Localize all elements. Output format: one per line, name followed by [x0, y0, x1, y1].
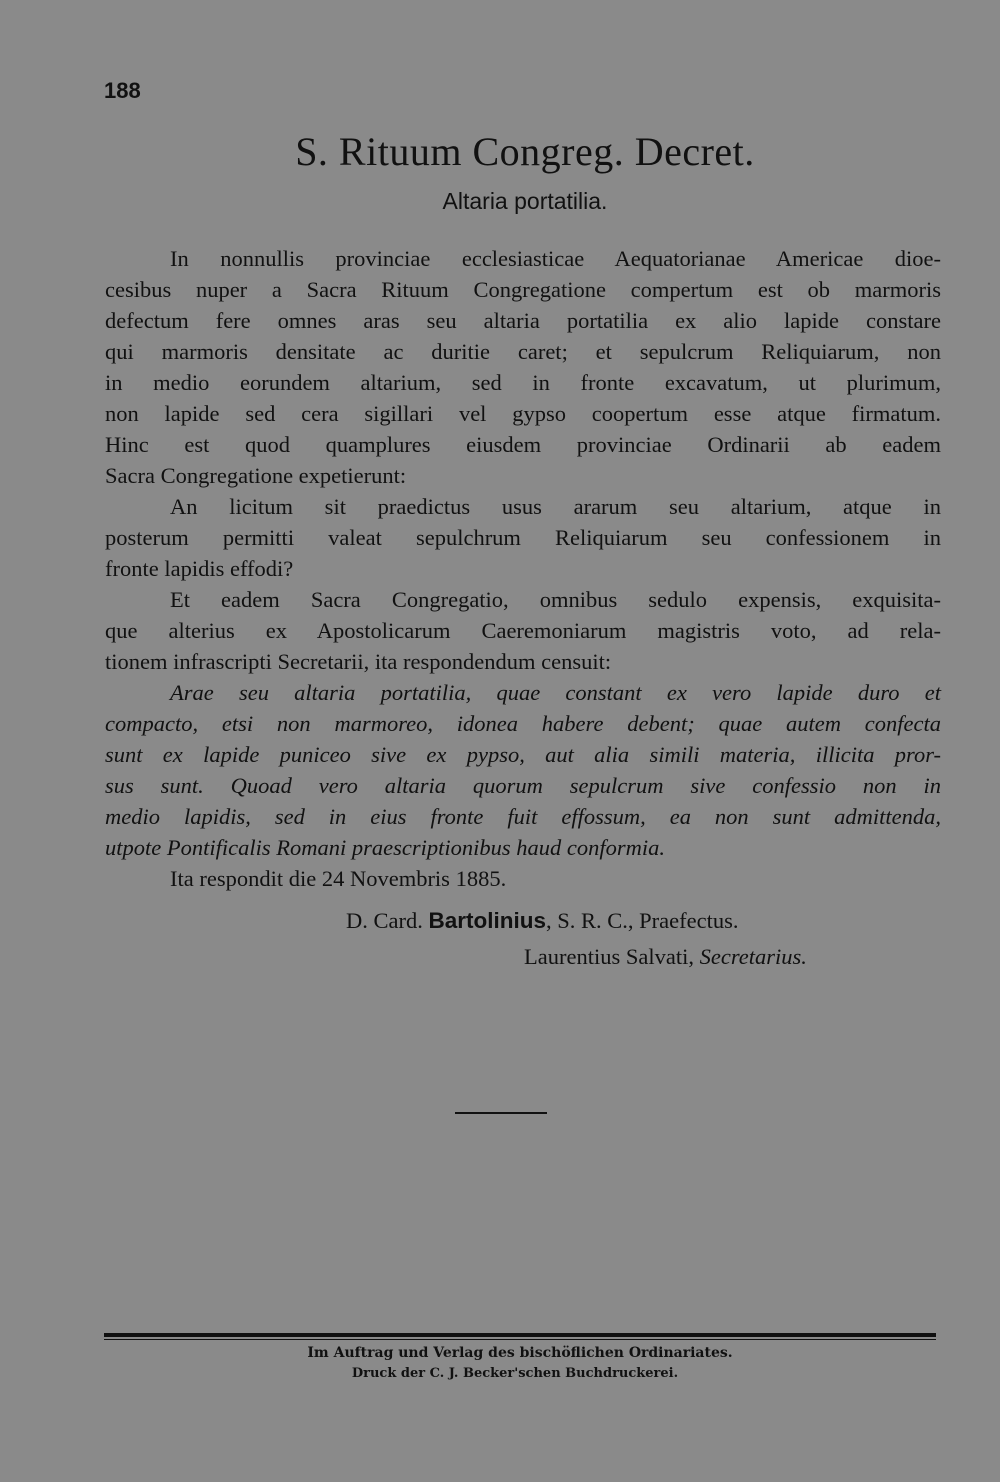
body-line: que alterius ex Apostolicarum Caeremoniarum magistris voto, ad rela- — [105, 618, 941, 643]
body-line: Sacra Congregatione expetierunt: — [105, 463, 407, 488]
secretary-signature — [524, 941, 807, 972]
section-divider — [455, 1112, 547, 1114]
signature-suffix: , S. R. C., Praefectus. — [546, 908, 739, 933]
page-title: S. Rituum Congreg. Decret. — [295, 129, 755, 174]
body-line: tionem infrascripti Secretarii, ita respondendum censuit: — [105, 649, 612, 674]
footer-rule-thin — [104, 1339, 936, 1340]
publisher-line: Im Auftrag und Verlag des bischöflichen Ordinariates. — [307, 1345, 733, 1361]
response-line: Arae seu altaria portatilia, quae constant ex vero lapide duro et — [170, 680, 941, 705]
body-line: non lapide sed cera sigillari vel gypso coopertum esse atque firmatum. — [105, 401, 941, 426]
body-line: defectum fere omnes aras seu altaria portatilia ex alio lapide constare — [105, 308, 941, 333]
body-line: fronte lapidis effodi? — [105, 556, 294, 581]
response-line: medio lapidis, sed in eius fronte fuit effossum, ea non sunt admittenda, — [105, 804, 941, 829]
decree-body — [105, 243, 941, 894]
body-line: Et eadem Sacra Congregatio, omnibus sedulo expensis, exquisita- — [170, 587, 941, 612]
prefect-signature — [346, 905, 739, 936]
body-line: An licitum sit praedictus usus ararum seu altarium, atque in — [170, 494, 941, 519]
section-subtitle: Altaria portatilia. — [442, 188, 608, 214]
secretary-name: Laurentius Salvati, — [524, 944, 700, 969]
body-line: posterum permitti valeat sepulchrum Reliquiarum seu confessionem in — [105, 525, 941, 550]
response-line: compacto, etsi non marmoreo, idonea habere debent; quae autem confecta — [105, 711, 941, 736]
response-line: sus sunt. Quoad vero altaria quorum sepulcrum sive confessio non in — [105, 773, 941, 798]
body-line: cesibus nuper a Sacra Rituum Congregatione compertum est ob marmoris — [105, 277, 941, 302]
secretary-role: Secretarius. — [699, 944, 807, 969]
body-line: qui marmoris densitate ac duritie caret; et sepulcrum Reliquiarum, non — [105, 339, 941, 364]
date-line: Ita respondit die 24 Novembris 1885. — [170, 866, 507, 891]
printer-line: Druck der C. J. Becker'schen Buchdruckerei. — [351, 1366, 679, 1381]
signature-prefix: D. Card. — [346, 908, 423, 933]
response-line: sunt ex lapide puniceo sive ex pypso, aut alia simili materia, illicita pror- — [105, 742, 941, 767]
page-number: 188 — [104, 78, 141, 103]
body-line: in medio eorundem altarium, sed in fronte excavatum, ut plurimum, — [105, 370, 941, 395]
signature-name: Bartolinius — [428, 908, 547, 933]
body-line: In nonnullis provinciae ecclesiasticae Aequatorianae Americae dioe- — [170, 246, 941, 271]
response-line: utpote Pontificalis Romani praescriptionibus haud conformia. — [105, 835, 665, 860]
body-line: Hinc est quod quamplures eiusdem provinciae Ordinarii ab eadem — [105, 432, 941, 457]
footer-rule — [104, 1333, 936, 1337]
